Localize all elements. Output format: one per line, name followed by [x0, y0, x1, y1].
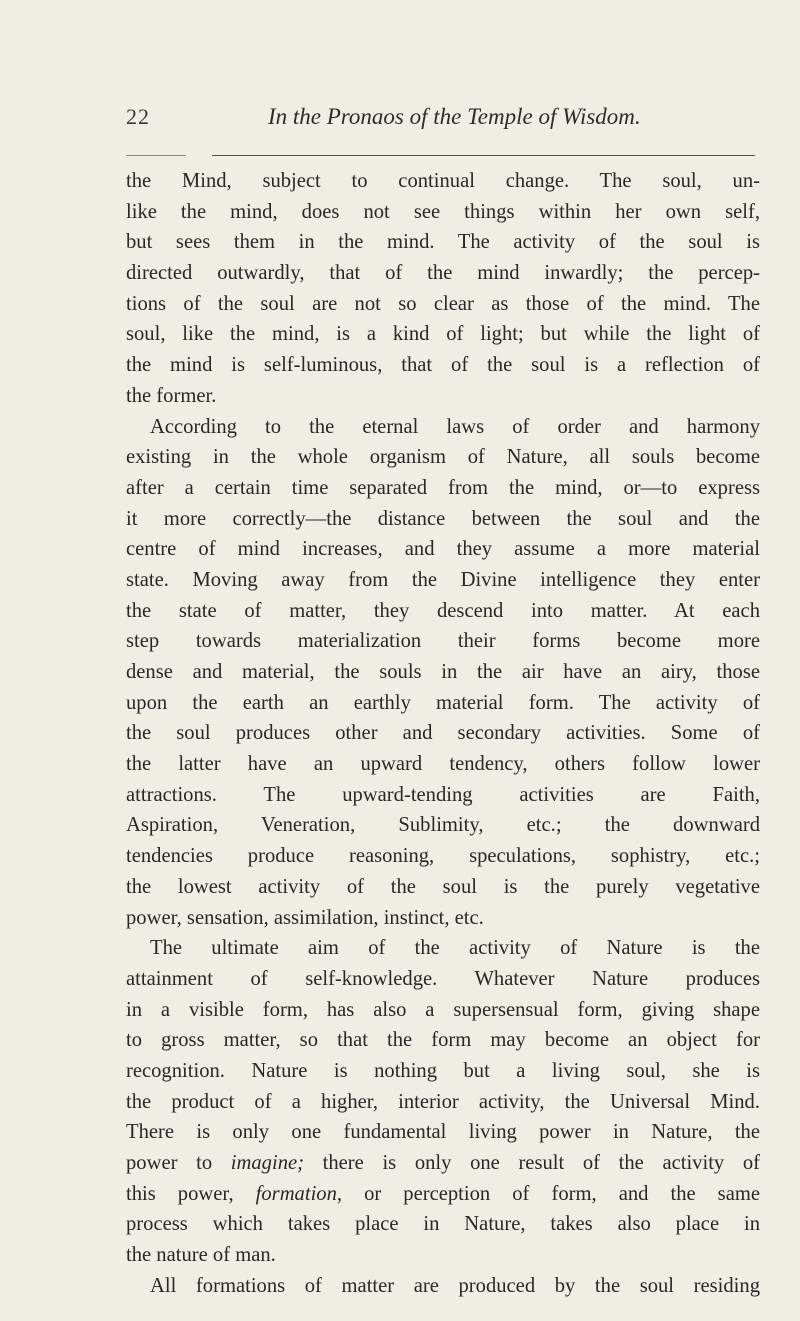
text-line [126, 1209, 760, 1240]
text-line [126, 381, 760, 412]
text-line [126, 534, 760, 565]
text-segment: like the mind, does not see things within her own self, [126, 200, 760, 223]
text-segment: there is only one result of the activity of [304, 1152, 761, 1174]
text-line [126, 596, 760, 627]
text-segment: dense and material, the souls in the air have an airy, those [126, 661, 760, 683]
text-line [126, 995, 760, 1026]
text-line [126, 718, 760, 749]
text-segment: power to [126, 1152, 231, 1174]
text-line [126, 350, 760, 381]
text-line [126, 657, 760, 688]
text-line [126, 565, 760, 596]
text-line [126, 166, 760, 197]
page-header [126, 104, 766, 144]
text-line [126, 780, 760, 811]
text-line [126, 442, 760, 473]
text-segment: it more correctly—the distance between the soul and the [126, 507, 760, 530]
text-line [126, 319, 760, 350]
text-line [126, 626, 760, 657]
text-line [126, 473, 760, 504]
text-segment: There is only one fundamental living power in Nature, the [126, 1121, 760, 1144]
text-segment: power, sensation, assimilation, instinct, etc. [126, 906, 484, 929]
header-rule [212, 155, 755, 156]
text-line [126, 810, 760, 841]
text-line [126, 933, 760, 964]
text-segment: state. Moving away from the Divine intelligence they enter [126, 568, 760, 591]
text-line [126, 1117, 760, 1148]
text-line [126, 258, 760, 289]
text-line [126, 1056, 760, 1087]
text-segment: attainment of self-knowledge. Whatever Nature produces [126, 967, 760, 990]
text-line [126, 1025, 760, 1056]
text-segment: the product of a higher, interior activity, the Universal Mind. [126, 1090, 760, 1113]
text-segment: upon the earth an earthly material form. The activity of [126, 691, 760, 714]
body-text [126, 166, 760, 1301]
text-segment: existing in the whole organism of Nature, all souls become [126, 446, 760, 469]
text-segment: the state of matter, they descend into matter. At each [126, 599, 760, 622]
text-line [126, 197, 760, 228]
running-title: In the Pronaos of the Temple of Wisdom. [268, 104, 641, 129]
text-segment: tendencies produce reasoning, speculations, sophistry, etc.; [126, 845, 760, 868]
text-segment: centre of mind increases, and they assume a more material [126, 538, 760, 561]
text-line [126, 872, 760, 903]
text-segment: The ultimate aim of the activity of Nature is the [150, 937, 760, 960]
text-line [126, 1240, 760, 1271]
text-line [126, 1148, 760, 1179]
text-segment: step towards materialization their forms become more [126, 630, 760, 653]
text-segment: the Mind, subject to continual change. The soul, un- [126, 170, 760, 192]
text-line [126, 504, 760, 535]
text-segment: the nature of man. [126, 1244, 276, 1267]
text-segment: recognition. Nature is nothing but a living soul, she is [126, 1059, 760, 1082]
text-line [126, 412, 760, 443]
text-segment: to gross matter, so that the form may become an object for [126, 1029, 760, 1052]
text-line [126, 688, 760, 719]
italic-term: imagine; [230, 1152, 304, 1174]
text-line [126, 964, 760, 995]
text-segment: the former. [126, 384, 217, 407]
text-line [126, 1087, 760, 1118]
text-segment: soul, like the mind, is a kind of light; but while the light of [126, 323, 760, 346]
text-segment: the mind is self-luminous, that of the soul is a reflection of [126, 354, 760, 377]
text-segment: According to the eternal laws of order and harmony [150, 415, 760, 438]
text-line [126, 227, 760, 258]
text-segment: tions of the soul are not so clear as those of the mind. The [126, 292, 760, 315]
text-line [126, 841, 760, 872]
text-line [126, 749, 760, 780]
text-segment: process which takes place in Nature, takes also place in [126, 1213, 760, 1236]
text-segment: this power, [126, 1182, 256, 1205]
header-rule-left [126, 155, 186, 156]
italic-term: formation, [255, 1182, 343, 1205]
text-segment: the latter have an upward tendency, others follow lower [126, 753, 760, 776]
text-segment: All formations of matter are produced by the soul residing [150, 1274, 760, 1297]
text-line [126, 1179, 760, 1210]
text-line [126, 903, 760, 934]
text-segment: attractions. The upward-tending activities are Faith, [126, 783, 760, 806]
text-segment: but sees them in the mind. The activity of the soul is [126, 231, 760, 254]
text-segment: Aspiration, Veneration, Sublimity, etc.; the downward [126, 814, 760, 837]
text-segment: directed outwardly, that of the mind inwardly; the percep- [126, 262, 760, 285]
text-segment: the soul produces other and secondary activities. Some of [126, 722, 760, 745]
text-segment: in a visible form, has also a supersensual form, giving shape [126, 998, 760, 1021]
text-line [126, 1271, 760, 1302]
text-segment: after a certain time separated from the mind, or—to express [126, 476, 760, 499]
text-segment: or perception of form, and the same [342, 1182, 760, 1205]
text-segment: the lowest activity of the soul is the purely vegetative [126, 875, 760, 898]
page-number: 22 [126, 104, 150, 129]
text-line [126, 289, 760, 320]
